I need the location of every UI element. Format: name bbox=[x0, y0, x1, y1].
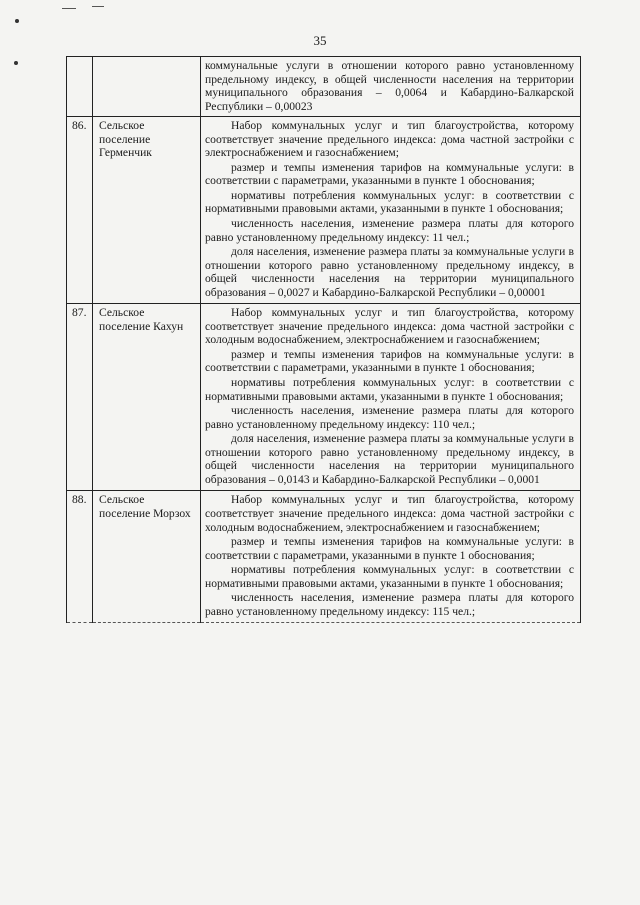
description-paragraph: численность населения, изменение размера платы для которого равно установленному предельному индексу: 110 чел.; bbox=[205, 404, 574, 431]
description-paragraph: размер и темпы изменения тарифов на коммунальные услуги: в соответствии с параметрами, указанными в пункте 1 обоснования; bbox=[205, 160, 574, 188]
table-row-88 bbox=[67, 491, 581, 623]
settlement-name bbox=[93, 57, 201, 117]
scan-line-b bbox=[92, 6, 104, 7]
description-paragraph: нормативы потребления коммунальных услуг: в соответствии с нормативными правовыми актами, указанными в пункте 1 обоснования; bbox=[205, 188, 574, 216]
table-row-87 bbox=[67, 304, 581, 491]
row-number bbox=[67, 57, 93, 117]
row-number: 87. bbox=[67, 304, 93, 491]
description-paragraph: нормативы потребления коммунальных услуг: в соответствии с нормативными правовыми актами, указанными в пункте 1 обоснования; bbox=[205, 376, 574, 403]
row-description bbox=[201, 304, 581, 491]
description-paragraph: размер и темпы изменения тарифов на коммунальные услуги: в соответствии с параметрами, указанными в пункте 1 обоснования; bbox=[205, 347, 574, 375]
description-paragraph: Набор коммунальных услуг и тип благоустройства, которому соответствует значение предельного индекса: дома частной застройки с холодным водоснабжением, электроснабжением и газоснабжением; bbox=[205, 493, 574, 534]
table-row-continuation bbox=[67, 57, 581, 117]
page-number: 35 bbox=[313, 33, 327, 48]
row-description bbox=[201, 57, 581, 117]
settlement-name: Сельское поселение Морзох bbox=[93, 491, 201, 623]
description-paragraph: Набор коммунальных услуг и тип благоустройства, которому соответствует значение предельного индекса: дома частной застройки с электроснабжением и газоснабжением; bbox=[205, 119, 574, 160]
description-paragraph: численность населения, изменение размера платы для которого равно установленному предельному индексу: 11 чел.; bbox=[205, 217, 574, 244]
row-description bbox=[201, 117, 581, 304]
scan-dot-top bbox=[15, 19, 19, 23]
table-row-86 bbox=[67, 117, 581, 304]
row-description bbox=[201, 491, 581, 623]
description-paragraph: доля населения, изменение размера платы за коммунальные услуги в отношении которого равно установленному предельному индексу, в общей численности населения на территории муниципального образования – 0,0027 и Кабардино-Балкарской Республики – 0,00001 bbox=[205, 245, 574, 299]
settlement-name: Сельское поселение Кахун bbox=[93, 304, 201, 491]
settlement-name: Сельское поселение Герменчик bbox=[93, 117, 201, 304]
description-paragraph: численность населения, изменение размера платы для которого равно установленному предельному индексу: 115 чел.; bbox=[205, 591, 574, 618]
row-number: 88. bbox=[67, 491, 93, 623]
description-paragraph: Набор коммунальных услуг и тип благоустройства, которому соответствует значение предельного индекса: дома частной застройки с холодным водоснабжением, электроснабжением и газоснабжением; bbox=[205, 306, 574, 347]
description-paragraph: нормативы потребления коммунальных услуг: в соответствии с нормативными правовыми актами, указанными в пункте 1 обоснования; bbox=[205, 563, 574, 590]
tariff-table bbox=[66, 56, 581, 623]
scan-dot-mid bbox=[14, 61, 18, 65]
row-number: 86. bbox=[67, 117, 93, 304]
description-paragraph: размер и темпы изменения тарифов на коммунальные услуги: в соответствии с параметрами, указанными в пункте 1 обоснования; bbox=[205, 535, 574, 562]
description-paragraph: коммунальные услуги в отношении которого равно установленному предельному индексу, в общей численности населения на территории муниципального образования – 0,0064 и Кабардино-Балкарской Республики – 0,00023 bbox=[205, 59, 574, 113]
description-paragraph: доля населения, изменение размера платы за коммунальные услуги в отношении которого равно установленному предельному индексу, в общей численности населения на территории муниципального образования – 0,0143 и Кабардино-Балкарской Республики – 0,0001 bbox=[205, 432, 574, 486]
scan-line-a bbox=[62, 8, 76, 9]
